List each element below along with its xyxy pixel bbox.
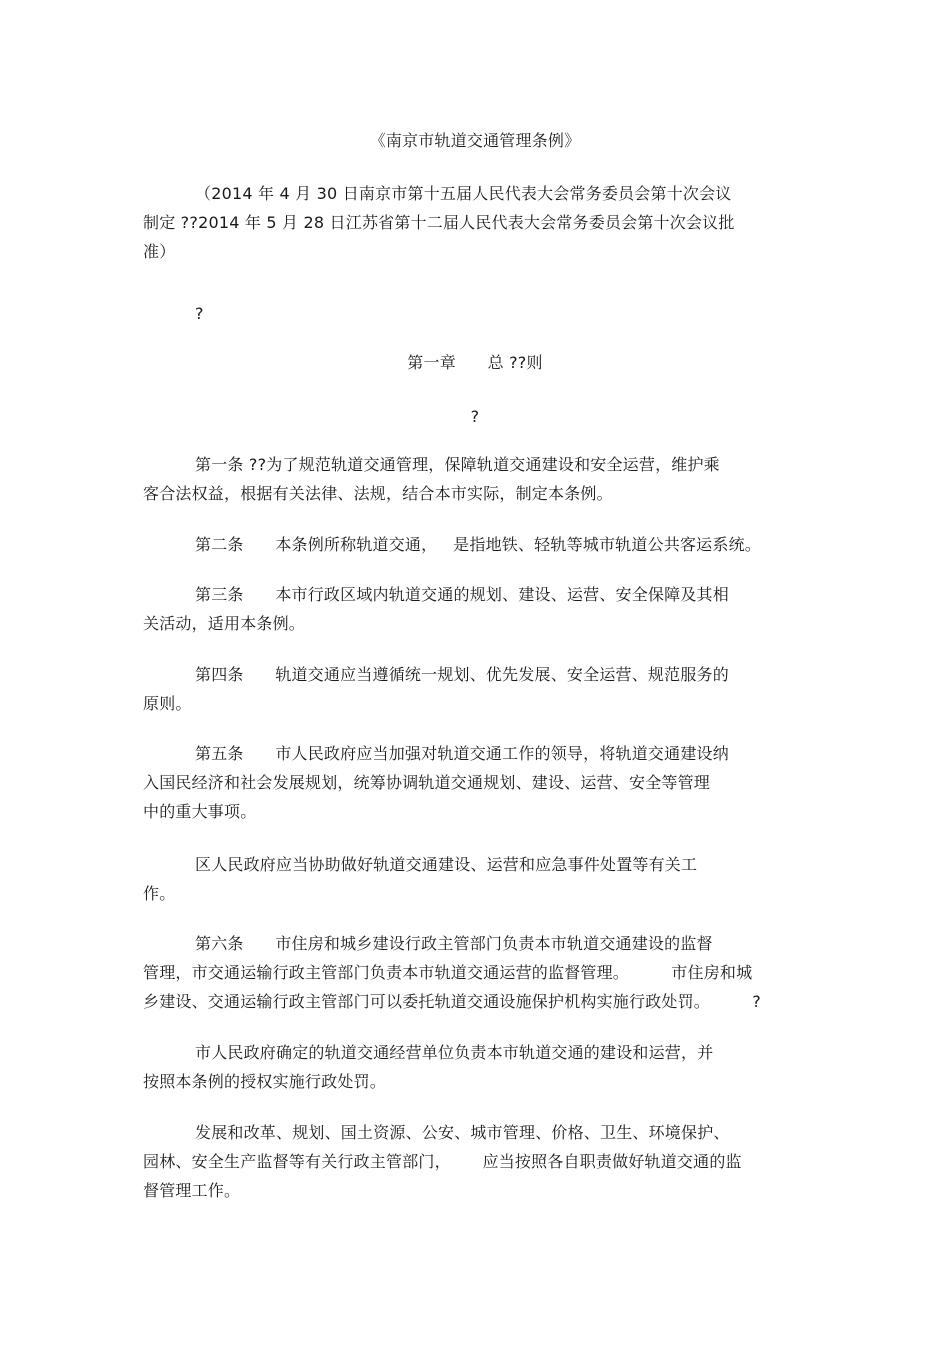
article-1-line: 第一条 ??为了规范轨道交通管理，保障轨道交通建设和安全运营，维护乘 <box>195 455 720 474</box>
article-6-line: 乡建设、交通运输行政主管部门可以委托轨道交通设施保护机构实施行政处罚。 ? <box>143 992 761 1011</box>
chapter-heading: 第一章 总 ??则 <box>407 353 543 372</box>
article-1-line: 客合法权益，根据有关法律、法规，结合本市实际，制定本条例。 <box>143 484 613 503</box>
article-4-line: 第四条 轨道交通应当遵循统一规划、优先发展、安全运营、规范服务的 <box>195 665 729 684</box>
paragraph-line: 园林、安全生产监督等有关行政主管部门， 应当按照各自职责做好轨道交通的监 <box>143 1152 742 1171</box>
document-title: 《南京市轨道交通管理条例》 <box>369 131 581 150</box>
placeholder-mark: ? <box>195 304 204 323</box>
article-3-line: 第三条 本市行政区域内轨道交通的规划、建设、运营、安全保障及其相 <box>195 585 729 604</box>
paragraph-line: 区人民政府应当协助做好轨道交通建设、运营和应急事件处置等有关工 <box>195 855 698 874</box>
placeholder-mark: ? <box>470 407 480 426</box>
preamble-line: （2014 年 4 月 30 日南京市第十五届人民代表大会常务委员会第十次会议 <box>195 184 732 203</box>
preamble-line: 准） <box>143 242 176 261</box>
article-5-line: 入国民经济和社会发展规划，统筹协调轨道交通规划、建设、运营、安全等管理 <box>143 773 711 792</box>
article-3-line: 关活动，适用本条例。 <box>143 614 306 633</box>
paragraph-line: 发展和改革、规划、国土资源、公安、城市管理、价格、卫生、环境保护、 <box>195 1123 730 1142</box>
article-2-line: 第二条 本条例所称轨道交通， 是指地铁、轻轨等城市轨道公共客运系统。 <box>195 535 761 554</box>
article-5-line: 中的重大事项。 <box>143 802 257 821</box>
article-6-line: 第六条 市住房和城乡建设行政主管部门负责本市轨道交通建设的监督 <box>195 934 713 953</box>
preamble-line: 制定 ??2014 年 5 月 28 日江苏省第十二届人民代表大会常务委员会第十次会议批 <box>143 213 735 232</box>
paragraph-line: 市人民政府确定的轨道交通经营单位负责本市轨道交通的建设和运营，并 <box>195 1043 714 1062</box>
paragraph-line: 作。 <box>143 884 176 903</box>
article-4-line: 原则。 <box>143 694 192 713</box>
paragraph-line: 督管理工作。 <box>143 1181 241 1200</box>
article-5-line: 第五条 市人民政府应当加强对轨道交通工作的领导，将轨道交通建设纳 <box>195 744 729 763</box>
paragraph-line: 按照本条例的授权实施行政处罚。 <box>143 1072 387 1091</box>
article-6-line: 管理，市交通运输行政主管部门负责本市轨道交通运营的监督管理。 市住房和城 <box>143 963 753 982</box>
